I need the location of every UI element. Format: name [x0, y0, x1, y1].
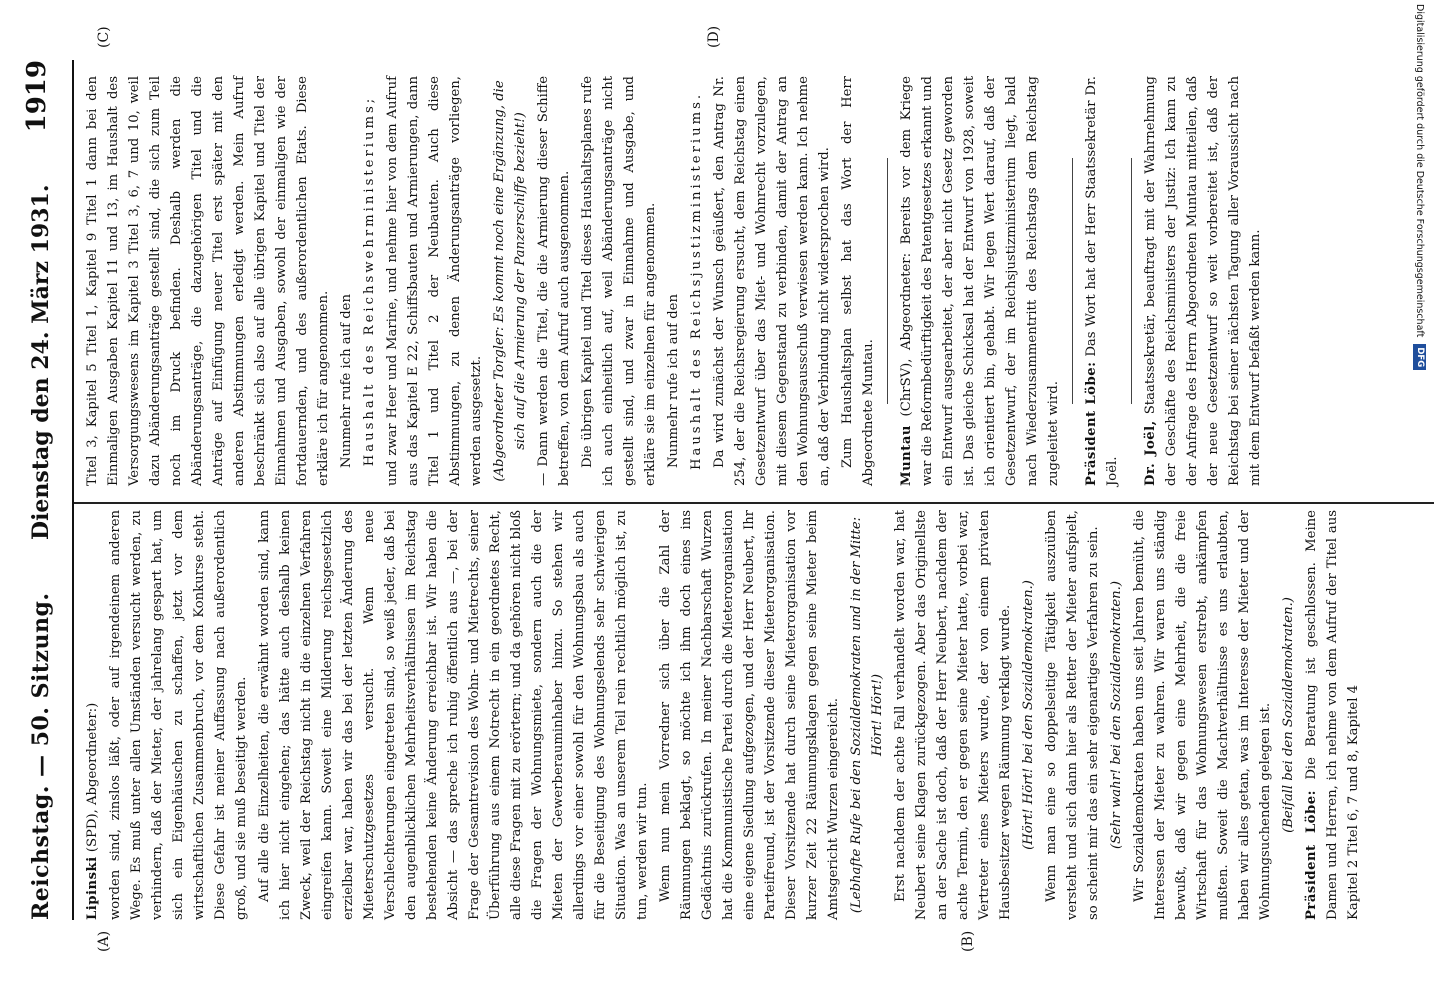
speaker-paragraph [1081, 76, 1123, 486]
speech-text: Das Wort hat der Herr Staatssekretär Dr. Joël. [1084, 75, 1120, 486]
section-separator [1072, 158, 1073, 404]
paragraph: Titel 3, Kapitel 5 Titel 1, Kapitel 9 Titel 1 dann bei den Einmaligen Ausgaben Kapitel 11 und 13, im Haushalt des Versorgungswesens im Kapitel 3 Titel 3, 6, 7 und 10, weil dazu Abänderungsanträge gestellt sind, die sich zum Teil noch im Druck befinden. Deshalb werden die Abänderungsanträge, die dazugehörigen Titel und die Anträge auf Einfügung neuer Titel erst später mit den anderen Abstimmungen erledigt werden. Mein Aufruf beschränkt sich also auf alle übrigen Kapitel und Titel der Einnahmen und Ausgaben, sowohl der einmaligen wie der fortdauernden, und des außerordentlichen Etats. Diese erkläre ich für angenommen. [85, 76, 331, 486]
header-rule [72, 60, 74, 920]
paragraph: Wenn nun mein Vorredner sich über die Zahl der Räumungen beklagt, so möchte ich ihm doch eines ins Gedächtnis zurückrufen. In meiner Nachbarschaft Wurzen hat die Kommunistische Partei durch die Mieterorganisation eine eigene Siedlung aufgezogen, und der Herr Neubert, Ihr Parteifreund, ist der Vorsitzende dieser Mieterorganisation. Dieser Vorsitzende hat durch seine Mieterorganisation vor kurzer Zeit 22 Räumungsklagen gegen seine Mieter beim Amtsgericht Wurzen eingereicht. [658, 510, 841, 920]
margin-mark-a: (A) [96, 930, 112, 952]
interjection: (Beifall bei den Sozialdemokraten.) [1281, 597, 1296, 833]
speech-text: (SPD), Abgeordneter:) [85, 702, 100, 857]
interjection: (Lebhafte Rufe bei den Sozialdemokraten und in der Mitte: Hört! Hört!) [849, 516, 885, 914]
paragraph: und zwar Heer und Marine, und nehme hier von dem Aufruf aus das Kapitel E 22, Schiffsbauten und Armierungen, dann Titel 1 und Titel 2 der Neubauten. Auch diese Abstimmungen, zu denen Änderungsanträge vorliegen, werden ausgesetzt. [385, 76, 484, 486]
right-column [82, 76, 1268, 486]
paragraph: Auf alle die Einzelheiten, die erwähnt worden sind, kann ich hier nicht eingehen; das hätte auch deshalb keinen Zweck, weil der Reichstag nicht in die einzelnen Verfahren eingreifen kann. Soweit eine Milderung reichsgesetzlich erzielbar war, haben wir das bei der letzten Änderung des Mieterschutzgesetzes versucht. Wenn neue Verschlechterungen eingetreten sind, so weiß jeder, daß bei den augenblicklichen Mehrheitsverhältnissen im Reichstag bestehenden keine Änderung erreichbar ist. Wir haben die Absicht — das spreche ich ruhig öffentlich aus —, bei der Frage der Gesamtrevision des Wohn- und Mietrechts, seiner Überführung aus einem Notrecht in ein geordnetes Recht, alle diese Fragen mit zu erörtern; und da gehören nicht bloß die Fragen der Wohnungsmiete, sondern auch die der Mieten der Gewerberauminhaber hinzu. So stehen wir allerdings vor einer sowohl für den Wohnungsbau als auch für die Beseitigung des Wohnungselends sehr schwierigen Situation. Was an unserem Teil rein rechtlich möglich ist, zu tun, werden wir tun. [257, 510, 650, 920]
paragraph: Wir Sozialdemokraten haben uns seit Jahren bemüht, die Interessen der Mieter zu wahren. Wir waren uns ständig bewußt, daß wir gegen eine Mehrheit, die die freie Wirtschaft für das Wohnungswesen erstrebt, ankämpfen mußten. Soweit die Machtverhältnisse es uns erlaubten, haben wir alles getan, was im Interesse der Mieter und der Wohnungsuchenden gelegen ist. [1132, 510, 1273, 920]
section-separator [1131, 158, 1132, 404]
speaker-paragraph [896, 76, 1064, 486]
left-column [82, 510, 1366, 920]
paragraph: Nunmehr rufe ich auf den [339, 294, 354, 468]
speaker-paragraph [1301, 510, 1364, 920]
dfg-stamp [1408, 4, 1430, 994]
agenda-item: Haushalt des Reichswehrministeriums; [362, 95, 377, 467]
interjection: (Abgeordneter Torgler: Es kommt noch eine Ergänzung, die sich auf die Armierung der Panzerschiffe bezieht!) [492, 80, 528, 482]
speech-text: Staatssekretär, beauftragt mit der Wahrnehmung der Geschäfte des Reichsministers der Justiz: Ich kann zu der Anfrage des Herrn Abgeordneten Muntau mitteilen, daß der neue Gesetzentwurf so weit vorbereitet ist, daß der Reichstag bei seiner nächsten Tagung aller Voraussicht nach mit dem Entwurf befaßt werden kann. [1143, 76, 1263, 486]
column-divider [74, 503, 1434, 505]
page-number: 1919 [22, 60, 52, 133]
paragraph: Wenn man eine so doppelseitige Tätigkeit auszuüben versteht und sich dann hier als Retter der Mieter aufspielt, so scheint mir das ein sehr eigenartiges Verfahren zu sein. [1044, 510, 1101, 920]
dfg-stamp-text-wrap [1408, 4, 1430, 994]
paragraph: Erst nachdem der achte Fall verhandelt worden war, hat Neubert seine Klagen zurückgezogen. Aber das Originellste an der Sache ist doch, daß der Herr Neubert, nachdem der achte Termin, den er gegen seine Mieter hatte, vorbei war, Vertreter eines Mieters wurde, der von einem privaten Hausbesitzer wegen Räumung verklagt wurde. [893, 510, 1013, 920]
paragraph: Nunmehr rufe ich auf den [666, 294, 681, 468]
section-separator [887, 158, 888, 404]
speaker-name: Lipinski [85, 856, 100, 920]
paragraph: Da wird zunächst der Wunsch geäußert, den Antrag Nr. 254, der die Reichsregierung ersucht, dem Reichstag einen Gesetzentwurf über das Miet- und Wohnrecht vorzulegen, mit diesem Gegenstand zu verbinden, damit der Antrag an den Wohnungsausschuß verwiesen werden kann. Ich nehme an, daß der Verbindung nicht widersprochen wird. [712, 76, 832, 486]
speech-text: (ChrSV), Abgeordneter: Bereits vor dem Kriege war die Reformbedürftigkeit des Patentgesetzes erkannt und ein Entwurf ausgearbeitet, der aber nicht Gesetz geworden ist. Das gleiche Schicksal hat der Entwurf von 1928, soweit ich orientiert bin, gehabt. Wir legen Wert darauf, daß der Gesetzentwurf, der im Reichsjustizministerium liegt, bald nach Wiederzusammentritt des Reichstags dem Reichstag zugeleitet wird. [899, 76, 1061, 486]
page-header [8, 60, 68, 920]
speaker-name: Muntau [899, 425, 914, 486]
dfg-logo-icon: DFG [1413, 344, 1426, 370]
paragraph: — Dann werden die Titel, die die Armierung dieser Schiffe betreffen, von dem Aufruf auch ausgenommen. [536, 76, 572, 486]
speaker-paragraph [1140, 76, 1266, 486]
header-date: Dienstag den 24. März 1931. [28, 184, 54, 540]
margin-mark-c: (C) [96, 26, 112, 48]
margin-mark-b: (B) [960, 930, 976, 952]
speaker-paragraph [82, 510, 103, 920]
speech-text: Die Beratung ist geschlossen. Meine Damen und Herren, ich nehme von dem Aufruf der Titel aus Kapitel 2 Titel 6, 7 und 8, Kapitel 4 [1304, 510, 1361, 920]
margin-mark-d: (D) [706, 25, 722, 48]
speaker-name: Dr. Joël, [1143, 420, 1158, 486]
speaker-name: Präsident Löbe: [1304, 790, 1319, 920]
interjection: (Hört! Hört! bei den Sozialdemokraten.) [1021, 580, 1036, 850]
agenda-item: Haushalt des Reichsjustizministeriums. [689, 91, 704, 471]
speaker-name: Präsident Löbe: [1084, 361, 1099, 486]
interjection: (Sehr wahr! bei den Sozialdemokraten.) [1109, 581, 1124, 849]
paragraph: worden sind, zinslos läßt, oder auf irgendeinem anderen Wege. Es muß unter allen Umständen versucht werden, zu verhindern, daß der Mieter, der jahrelang gespart hat, um sich ein Eigenhäuschen zu schaffen, jetzt vor dem wirtschaftlichen Zusammenbruch, vor dem Konkurse steht. Diese Gefahr ist meiner Auffassung nach außerordentlich groß, und sie muß beseitigt werden. [108, 510, 249, 920]
dfg-stamp-text: Digitalisierung gefördert durch die Deutsche Forschungsgemeinschaft [1414, 4, 1425, 338]
paragraph: Die übrigen Kapitel und Titel dieses Haushaltsplanes rufe ich auch einheitlich auf, weil Abänderungsanträge nicht gestellt sind, und zwar in Einnahme und Ausgabe, und erkläre sie im einzelnen für angenommen. [580, 76, 658, 486]
paragraph: Zum Haushaltsplan selbst hat das Wort der Herr Abgeordnete Muntau. [840, 76, 876, 486]
header-title: Reichstag. — 50. Sitzung. [28, 592, 54, 920]
